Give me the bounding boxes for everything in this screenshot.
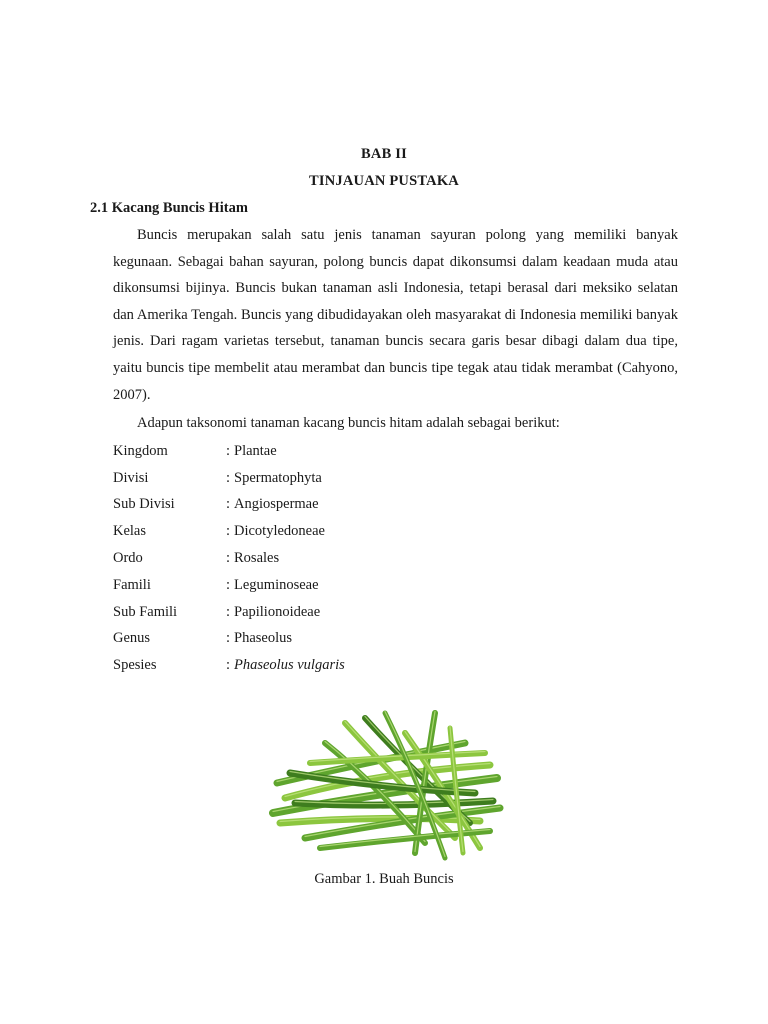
taxonomy-value: Dicotyledoneae	[234, 523, 325, 540]
taxonomy-colon: :	[226, 442, 231, 459]
taxonomy-row	[113, 438, 345, 465]
taxonomy-row	[113, 465, 345, 492]
taxonomy-value: Plantae	[234, 442, 277, 459]
taxonomy-row	[113, 492, 345, 519]
taxonomy-value: Angiospermae	[234, 496, 319, 513]
taxonomy-key: Genus	[113, 630, 151, 647]
taxonomy-key: Sub Famili	[113, 603, 178, 620]
taxonomy-value-species: Phaseolus vulgaris	[234, 657, 345, 674]
figure-caption: Gambar 1. Buah Buncis	[314, 871, 454, 887]
taxonomy-key: Famili	[113, 576, 151, 593]
taxonomy-colon: :	[226, 469, 231, 486]
taxonomy-colon: :	[226, 603, 231, 620]
taxonomy-row	[113, 599, 345, 626]
taxonomy-list	[113, 438, 345, 679]
taxonomy-value: Leguminoseae	[234, 576, 319, 593]
taxonomy-row	[113, 572, 345, 599]
taxonomy-row	[113, 545, 345, 572]
taxonomy-value: Papilionoideae	[234, 603, 321, 620]
taxonomy-colon: :	[226, 630, 231, 647]
taxonomy-colon: :	[226, 550, 231, 567]
taxonomy-key: Kelas	[113, 523, 147, 540]
taxonomy-colon: :	[226, 523, 231, 540]
taxonomy-row	[113, 518, 345, 545]
taxonomy-key: Ordo	[113, 550, 143, 567]
taxonomy-key: Kingdom	[113, 442, 168, 459]
taxonomy-row	[113, 626, 345, 653]
chapter-title: TINJAUAN PUSTAKA	[309, 173, 459, 189]
taxonomy-key: Spesies	[113, 657, 157, 674]
taxonomy-key: Sub Divisi	[113, 496, 175, 513]
body-paragraph: Buncis merupakan salah satu jenis tanaman sayuran polong yang memiliki banyak kegunaan. Sebagai bahan sayuran, polong buncis dapat dikonsumsi dalam keadaan muda atau dikonsumsi bijinya. Buncis bukan tanaman asli Indonesia, tetapi berasal dari meksiko selatan dan Amerika Tengah. Buncis yang dibudidayakan oleh masyarakat di Indonesia memiliki banyak jenis. Dari ragam varietas tersebut, tanaman buncis secara garis besar dibagi dalam dua tipe, yaitu buncis tipe membelit atau merambat dan buncis tipe tegak atau tidak merambat (Cahyono, 2007).	[113, 227, 678, 403]
section-heading: 2.1 Kacang Buncis Hitam	[90, 200, 248, 216]
taxonomy-row	[113, 652, 345, 679]
taxonomy-value: Rosales	[234, 550, 280, 567]
taxonomy-value: Phaseolus	[234, 630, 292, 647]
taxonomy-key: Divisi	[113, 469, 149, 486]
green-beans-image	[265, 703, 505, 863]
body-paragraph-intro: Adapun taksonomi tanaman kacang buncis hitam adalah sebagai berikut:	[137, 415, 560, 431]
taxonomy-colon: :	[226, 496, 231, 513]
green-beans-illustration	[265, 703, 505, 863]
chapter-number: BAB II	[361, 146, 407, 162]
taxonomy-colon: :	[226, 576, 231, 593]
taxonomy-value: Spermatophyta	[234, 469, 322, 486]
taxonomy-colon: :	[226, 657, 231, 674]
